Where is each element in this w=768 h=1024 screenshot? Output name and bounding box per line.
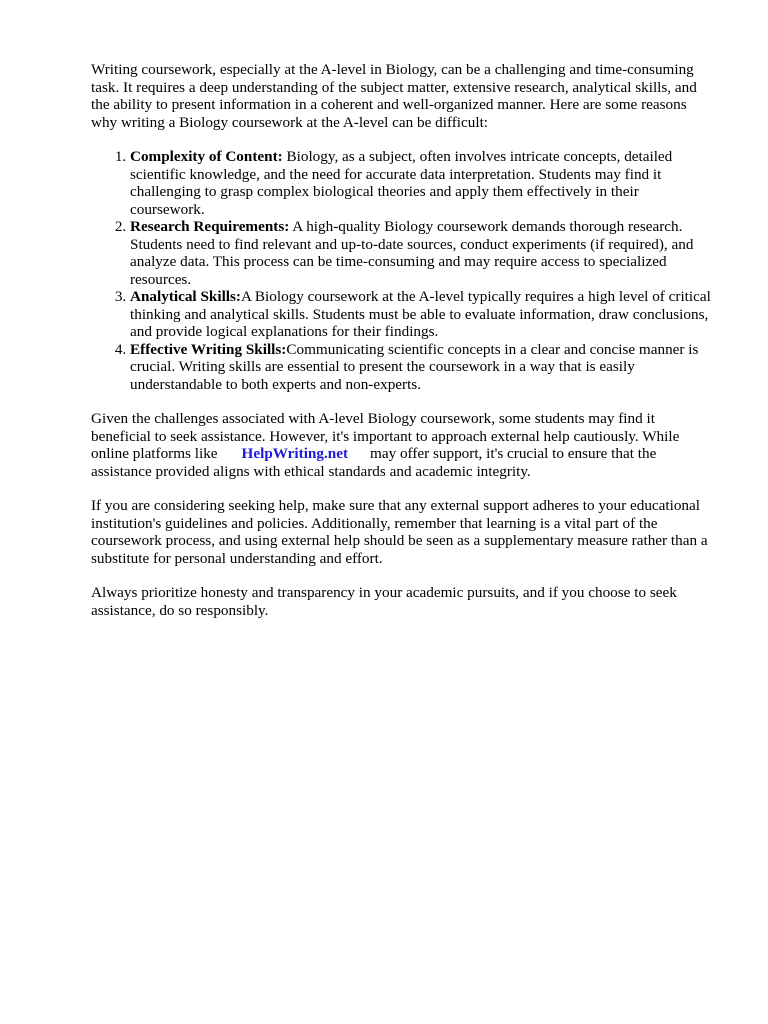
list-item [130, 341, 716, 394]
reason-text: A Biology coursework at the A-level typically requires a high level of critical thinking and analytical skills. Students must be able to evaluate information, draw conclusions, and provide logical explanations for their findings. [130, 288, 711, 340]
reason-term: Effective Writing Skills: [130, 340, 287, 358]
intro-paragraph: Writing coursework, especially at the A-level in Biology, can be a challenging and time-consuming task. It requires a deep understanding of the subject matter, extensive research, analytical skills, and the ability to present information in a coherent and well-organized manner. Here are some reasons why writing a Biology coursework at the A-level can be difficult: [91, 61, 697, 131]
reason-text: Biology, as a subject, often involves intricate concepts, detailed scientific knowledge, and the need for accurate data interpretation. Students may find it challenging to grasp complex biological theories and apply them effectively in their coursework. [130, 148, 673, 218]
reason-term: Complexity of Content: [130, 148, 283, 165]
list-item [130, 148, 716, 218]
assistance-paragraph [91, 410, 716, 480]
list-item [130, 218, 716, 288]
assistance-text-after: may offer support, it's crucial to ensure that the assistance provided aligns with ethical standards and academic integrity. [91, 445, 657, 480]
helpwriting-link[interactable]: HelpWriting.net [241, 445, 349, 462]
reasons-list [91, 148, 716, 393]
reason-text: A high-quality Biology coursework demands thorough research. Students need to find relevant and up-to-date sources, conduct experiments (if required), and analyze data. This process can be time-consuming and may require access to specialized resources. [130, 218, 694, 288]
guidelines-paragraph: If you are considering seeking help, make sure that any external support adheres to your educational institution's guidelines and policies. Additionally, remember that learning is a vital part of the coursework process, and using external help should be seen as a supplementary measure rather than a substitute for personal understanding and effort. [91, 497, 708, 567]
reason-term: Research Requirements: [130, 218, 290, 235]
reason-term: Analytical Skills: [130, 288, 241, 305]
list-item [130, 288, 716, 341]
reason-text: Communicating scientific concepts in a clear and concise manner is crucial. Writing skills are essential to present the coursework in a way that is easily understandable to both experts and non-experts. [130, 340, 699, 393]
assistance-text-before: Given the challenges associated with A-level Biology coursework, some students may find it beneficial to seek assistance. However, it's important to approach external help cautiously. While online platforms like [91, 410, 680, 462]
honesty-paragraph: Always prioritize honesty and transparency in your academic pursuits, and if you choose to seek assistance, do so responsibly. [91, 584, 677, 619]
